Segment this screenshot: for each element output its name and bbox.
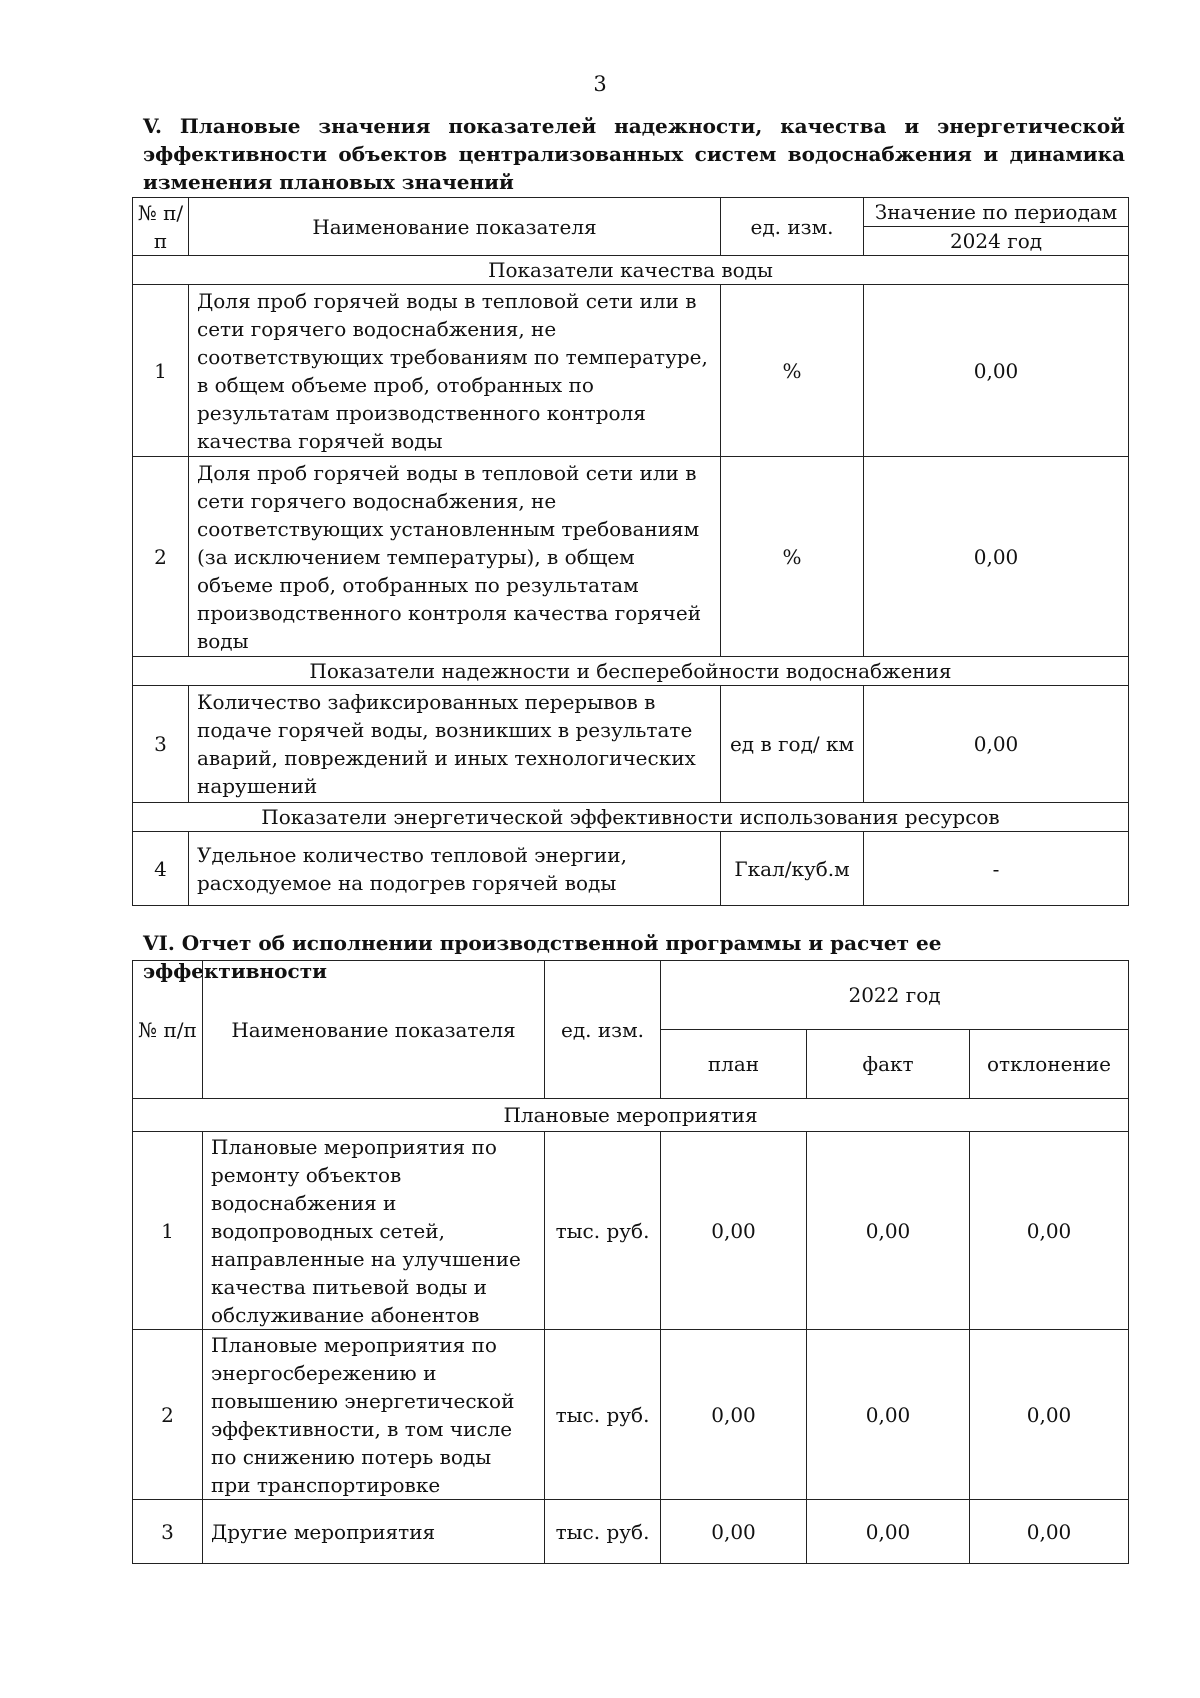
table-row: [133, 285, 1129, 457]
row-value: 0,00: [864, 686, 1129, 803]
group-title: Показатели надежности и бесперебойности водоснабжения: [133, 657, 1129, 686]
table-row: [133, 1500, 1129, 1564]
row-deviation: 0,00: [970, 1132, 1129, 1330]
group-title: Показатели качества воды: [133, 256, 1129, 285]
group-title: Плановые мероприятия: [133, 1099, 1129, 1132]
row-name: Плановые мероприятия по ремонту объектов водоснабжения и водопроводных сетей, направленные на улучшение качества питьевой воды и обслуживание абонентов: [203, 1132, 545, 1330]
row-num: 2: [133, 1330, 203, 1500]
row-name: Доля проб горячей воды в тепловой сети или в сети горячего водоснабжения, не соответствующих требованиям по температуре, в общем объеме проб, отобранных по результатам производственного контроля качества горячей воды: [189, 285, 721, 457]
row-fact: 0,00: [807, 1132, 970, 1330]
row-plan: 0,00: [661, 1330, 807, 1500]
row-name: Количество зафиксированных перерывов в подаче горячей воды, возникших в результате аварий, повреждений и иных технологических нарушений: [189, 686, 721, 803]
row-name: Плановые мероприятия по энергосбережению и повышению энергетической эффективности, в том числе по снижению потерь воды при транспортировке: [203, 1330, 545, 1500]
header-year: 2022 год: [661, 961, 1129, 1030]
header-name: Наименование показателя: [203, 961, 545, 1099]
table-row: [133, 1132, 1129, 1330]
row-value: 0,00: [864, 285, 1129, 457]
table-row: [133, 457, 1129, 657]
section6-heading: VI. Отчет об исполнении производственной программы и расчет ее эффективности: [143, 931, 942, 983]
header-name: Наименование показателя: [189, 198, 721, 256]
row-unit: тыс. руб.: [545, 1500, 661, 1564]
table-row: [133, 832, 1129, 906]
table-row: [133, 1330, 1129, 1500]
header-period: Значение по периодам: [864, 198, 1129, 227]
header-num: № п/п: [133, 961, 203, 1099]
row-unit: %: [721, 457, 864, 657]
section6-table: [132, 960, 1129, 1564]
row-plan: 0,00: [661, 1500, 807, 1564]
section5-table: [132, 197, 1129, 906]
row-name: Удельное количество тепловой энергии, расходуемое на подогрев горячей воды: [189, 832, 721, 906]
row-fact: 0,00: [807, 1500, 970, 1564]
row-num: 3: [133, 686, 189, 803]
header-deviation: отклонение: [970, 1030, 1129, 1099]
section5-heading: V. Плановые значения показателей надежности, качества и энергетической эффективности объектов централизованных систем водоснабжения и динамика изменения плановых значений: [143, 114, 1125, 194]
row-num: 3: [133, 1500, 203, 1564]
row-unit: %: [721, 285, 864, 457]
row-deviation: 0,00: [970, 1500, 1129, 1564]
page-number: 3: [593, 72, 607, 96]
row-value: -: [864, 832, 1129, 906]
header-fact: факт: [807, 1030, 970, 1099]
header-num: № п/п: [133, 198, 189, 256]
row-num: 1: [133, 1132, 203, 1330]
row-num: 2: [133, 457, 189, 657]
row-deviation: 0,00: [970, 1330, 1129, 1500]
header-year: 2024 год: [864, 227, 1129, 256]
row-plan: 0,00: [661, 1132, 807, 1330]
row-num: 1: [133, 285, 189, 457]
row-unit: ед в год/ км: [721, 686, 864, 803]
row-unit: тыс. руб.: [545, 1330, 661, 1500]
row-value: 0,00: [864, 457, 1129, 657]
table-row: [133, 686, 1129, 803]
header-unit: ед. изм.: [545, 961, 661, 1099]
row-fact: 0,00: [807, 1330, 970, 1500]
row-unit: Гкал/куб.м: [721, 832, 864, 906]
row-num: 4: [133, 832, 189, 906]
row-name: Доля проб горячей воды в тепловой сети или в сети горячего водоснабжения, не соответствующих установленным требованиям (за исключением температуры), в общем объеме проб, отобранных по результатам производственного контроля качества горячей воды: [189, 457, 721, 657]
header-plan: план: [661, 1030, 807, 1099]
row-name: Другие мероприятия: [203, 1500, 545, 1564]
header-unit: ед. изм.: [721, 198, 864, 256]
row-unit: тыс. руб.: [545, 1132, 661, 1330]
group-title: Показатели энергетической эффективности использования ресурсов: [133, 803, 1129, 832]
